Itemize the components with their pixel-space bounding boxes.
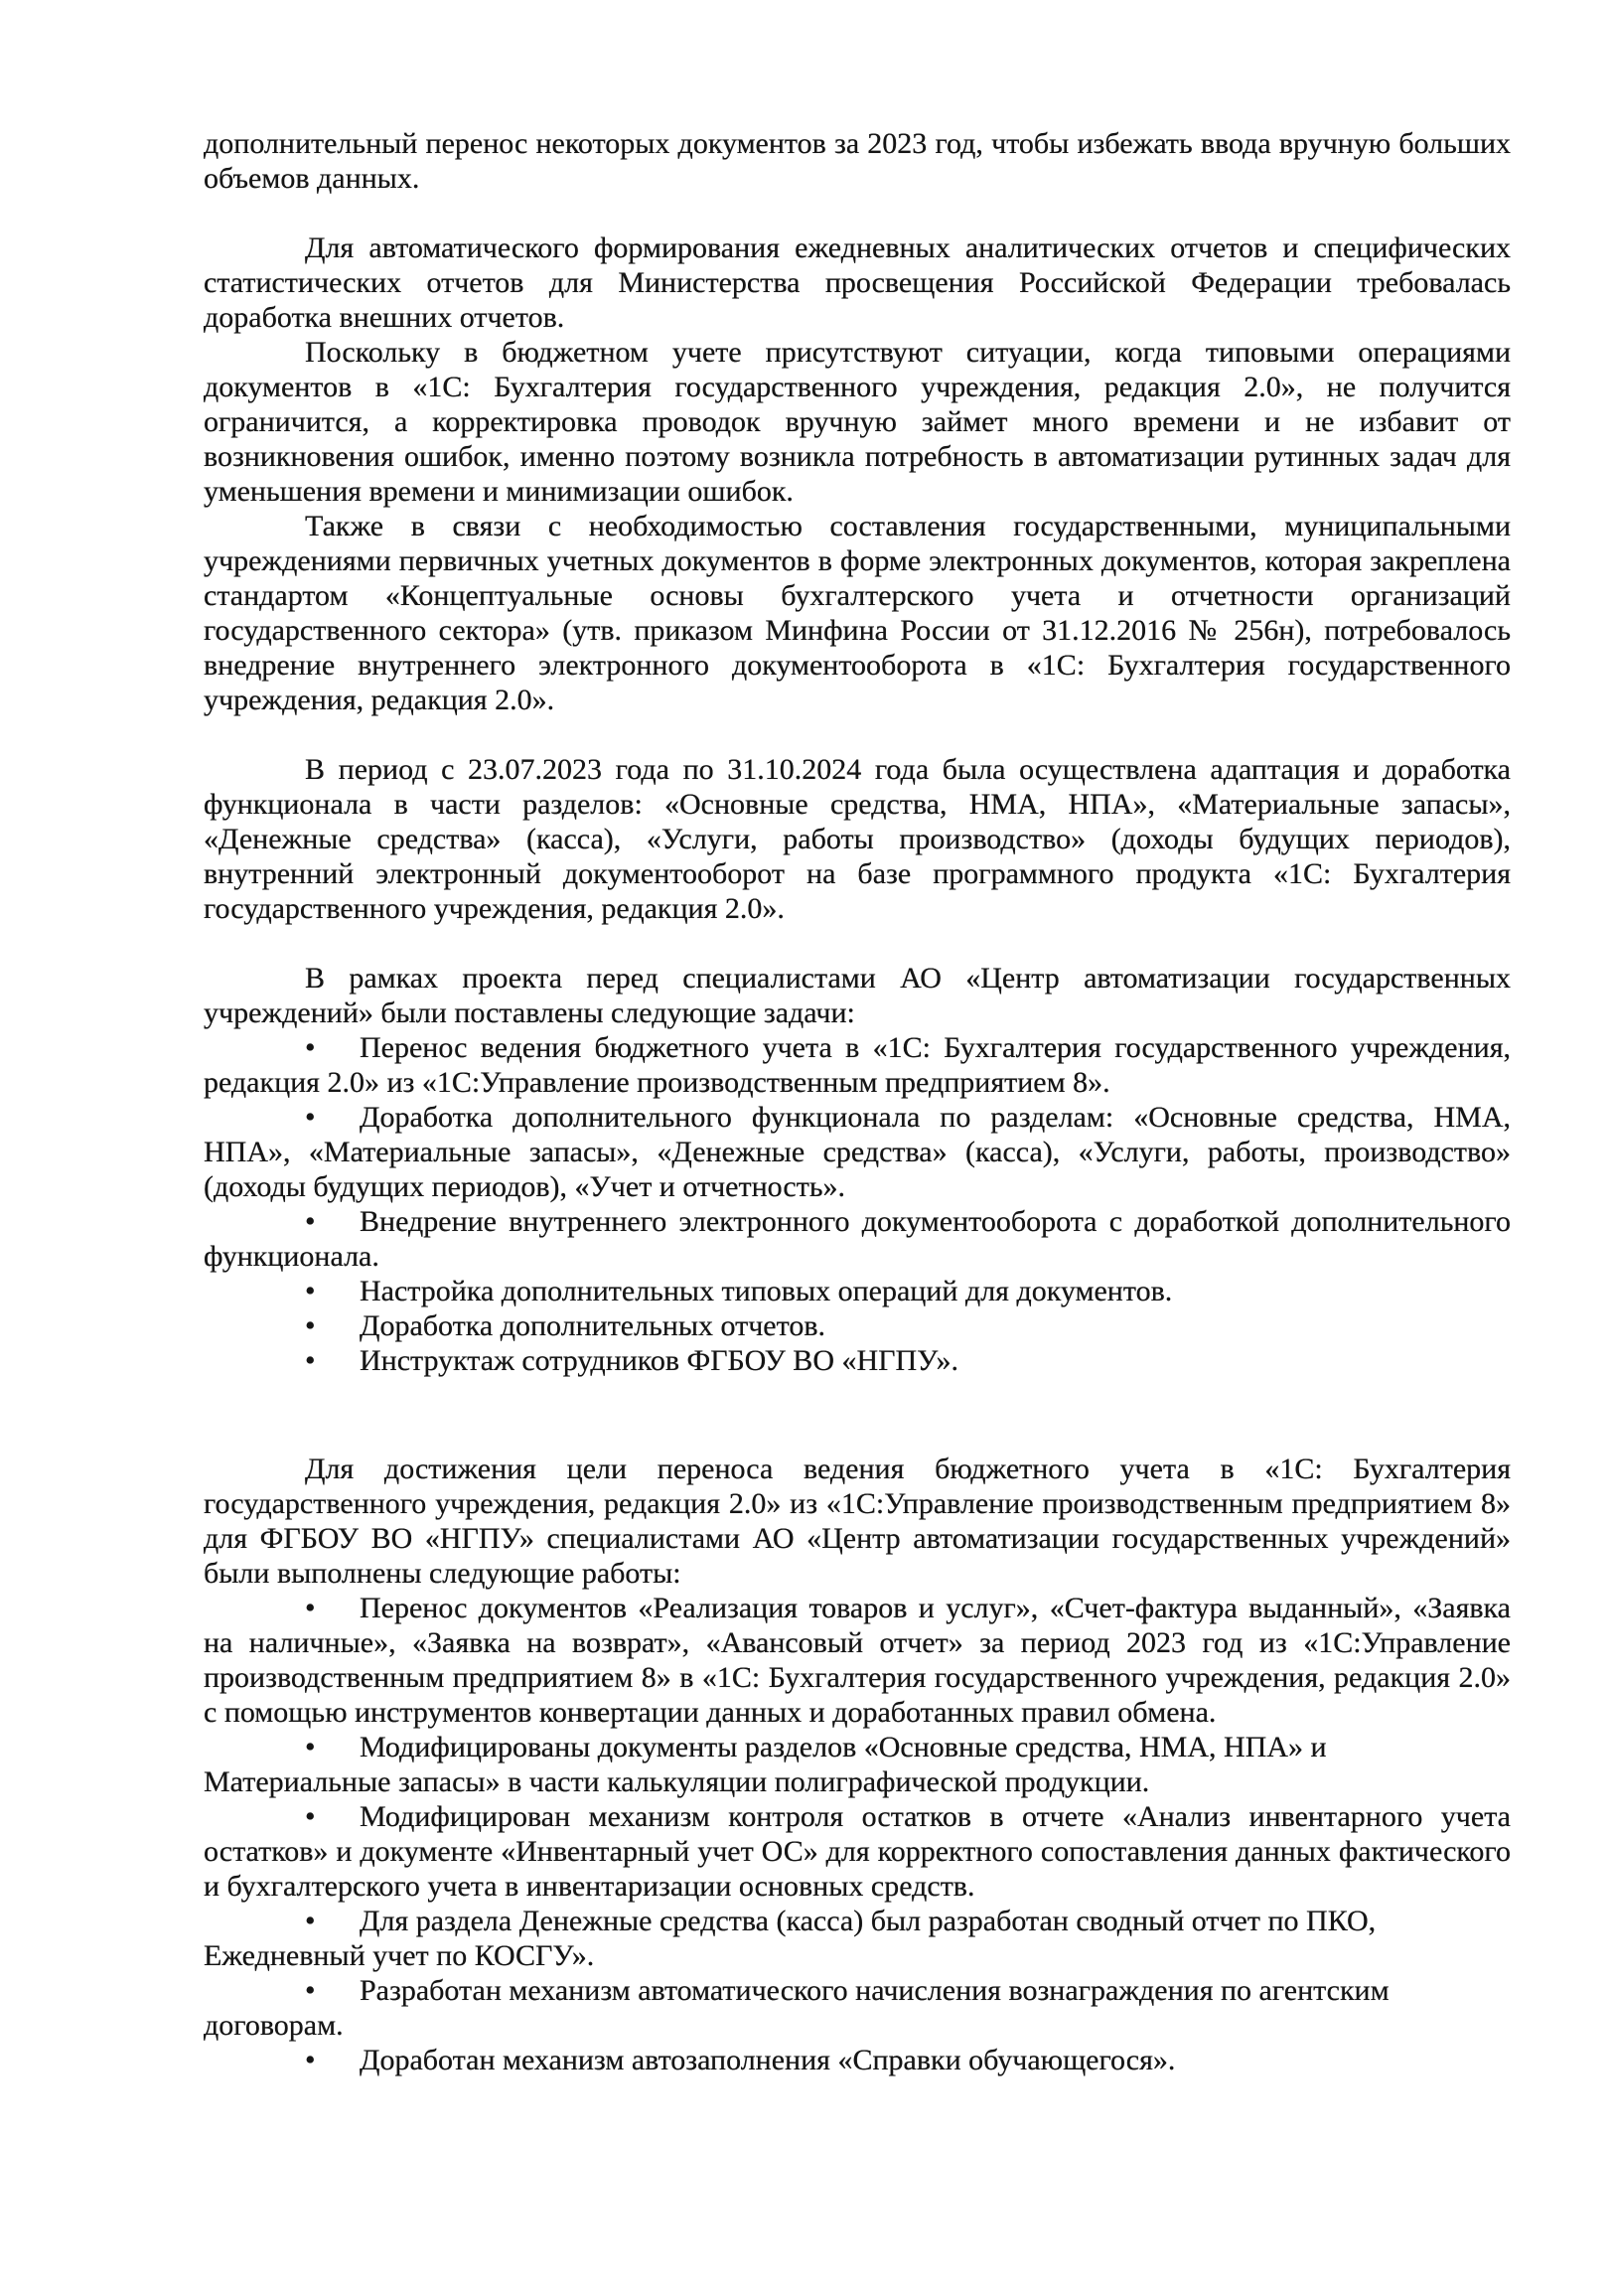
- bullet-icon: •: [305, 1905, 316, 1937]
- task-item-text: Перенос ведения бюджетного учета в «1С: Бухгалтерия государственного учреждения, редакция 2.0» из «1С:Управление производственным предприятием 8».: [204, 1031, 1511, 1099]
- work-item: [204, 1591, 1511, 1730]
- work-item: [204, 2043, 1511, 2077]
- bullet-icon: •: [305, 1275, 316, 1307]
- task-item: [204, 1343, 1511, 1378]
- task-item: [204, 1100, 1511, 1204]
- work-item: [204, 1730, 1511, 1799]
- bullet-icon: •: [305, 1309, 316, 1342]
- continuation-paragraph: дополнительный перенос некоторых документов за 2023 год, чтобы избежать ввода вручную больших объемов данных.: [204, 127, 1511, 195]
- task-item: [204, 1308, 1511, 1343]
- works-intro-paragraph: Для достижения цели переноса ведения бюджетного учета в «1С: Бухгалтерия государственного учреждения, редакция 2.0» из «1С:Управление производственным предприятием 8» для ФГБОУ ВО «НГПУ» специалистами АО «Центр автоматизации государственных учреждений» были выполнены следующие работы:: [204, 1453, 1511, 1590]
- bullet-icon: •: [305, 1731, 316, 1763]
- work-item-text: Перенос документов «Реализация товаров и услуг», «Счет-фактура выданный», «Заявка на наличные», «Заявка на возврат», «Авансовый отчет» за период 2023 год из «1С:Управление производственным предприятием 8» в «1С: Бухгалтерия государственного учреждения, редакция 2.0» с помощью инструментов конвертации данных и доработанных правил обмена.: [204, 1592, 1511, 1729]
- paragraph-adaptation-period: В период с 23.07.2023 года по 31.10.2024 года была осуществлена адаптация и доработка функционала в части разделов: «Основные средства, НМА, НПА», «Материальные запасы», «Денежные средства» (касса), «Услуги, работы производство» (доходы будущих периодов), внутренний электронный документооборот на базе программного продукта «1С: Бухгалтерия государственного учреждения, редакция 2.0».: [204, 753, 1511, 925]
- page-content: [204, 126, 1511, 2077]
- bullet-icon: •: [305, 1800, 316, 1833]
- work-item: [204, 1799, 1511, 1904]
- task-item: [204, 1030, 1511, 1100]
- paragraph-external-reports: Для автоматического формирования ежедневных аналитических отчетов и специфических статистических отчетов для Министерства просвещения Российской Федерации требовалась доработка внешних отчетов.: [204, 231, 1511, 334]
- task-item-text: Настройка дополнительных типовых операций для документов.: [360, 1275, 1173, 1307]
- bullet-icon: •: [305, 1031, 316, 1064]
- task-item: [204, 1204, 1511, 1274]
- paragraph-edo-standard: Также в связи с необходимостью составления государственными, муниципальными учреждениями первичных учетных документов в форме электронных документов, которая закреплена стандартом «Концептуальные основы бухгалтерского учета и отчетности организаций государственного сектора» (утв. приказом Минфина России от 31.12.2016 № 256н), потребовалось внедрение внутреннего электронного документооборота в «1С: Бухгалтерия государственного учреждения, редакция 2.0».: [204, 510, 1511, 716]
- bullet-icon: •: [305, 2044, 316, 2076]
- bullet-icon: •: [305, 1101, 316, 1134]
- bullet-icon: •: [305, 1974, 316, 2007]
- work-item: [204, 1904, 1511, 1973]
- work-item: [204, 1973, 1511, 2043]
- work-item-text: Доработан механизм автозаполнения «Справки обучающегося».: [360, 2044, 1176, 2076]
- task-item-text: Доработка дополнительных отчетов.: [360, 1309, 825, 1342]
- work-item-text: Разработан механизм автоматического начисления вознаграждения по агентским договорам.: [204, 1974, 1390, 2042]
- tasks-intro-paragraph: В рамках проекта перед специалистами АО «Центр автоматизации государственных учреждений» были поставлены следующие задачи:: [204, 962, 1511, 1029]
- paragraph-budget-accounting: Поскольку в бюджетном учете присутствуют ситуации, когда типовыми операциями документов в «1С: Бухгалтерия государственного учреждения, редакция 2.0», не получится ограничится, а корректировка проводок вручную займет много времени и не избавит от возникновения ошибок, именно поэтому возникла потребность в автоматизации рутинных задач для уменьшения времени и минимизации ошибок.: [204, 336, 1511, 508]
- task-item: [204, 1274, 1511, 1308]
- bullet-icon: •: [305, 1344, 316, 1377]
- task-item-text: Доработка дополнительного функционала по разделам: «Основные средства, НМА, НПА», «Материальные запасы», «Денежные средства» (касса), «Услуги, работы, производство» (доходы будущих периодов), «Учет и отчетность».: [204, 1101, 1511, 1203]
- work-item-text: Для раздела Денежные средства (касса) был разработан сводный отчет по ПКО, Ежедневный учет по КОСГУ».: [204, 1905, 1377, 1972]
- work-item-text: Модифицированы документы разделов «Основные средства, НМА, НПА» и Материальные запасы» в части калькуляции полиграфической продукции.: [204, 1731, 1327, 1798]
- task-item-text: Внедрение внутреннего электронного документооборота с доработкой дополнительного функционала.: [204, 1205, 1511, 1273]
- bullet-icon: •: [305, 1205, 316, 1238]
- bullet-icon: •: [305, 1592, 316, 1624]
- work-item-text: Модифицирован механизм контроля остатков в отчете «Анализ инвентарного учета остатков» и документе «Инвентарный учет ОС» для корректного сопоставления данных фактического и бухгалтерского учета в инвентаризации основных средств.: [204, 1800, 1511, 1903]
- task-item-text: Инструктаж сотрудников ФГБОУ ВО «НГПУ».: [360, 1344, 959, 1377]
